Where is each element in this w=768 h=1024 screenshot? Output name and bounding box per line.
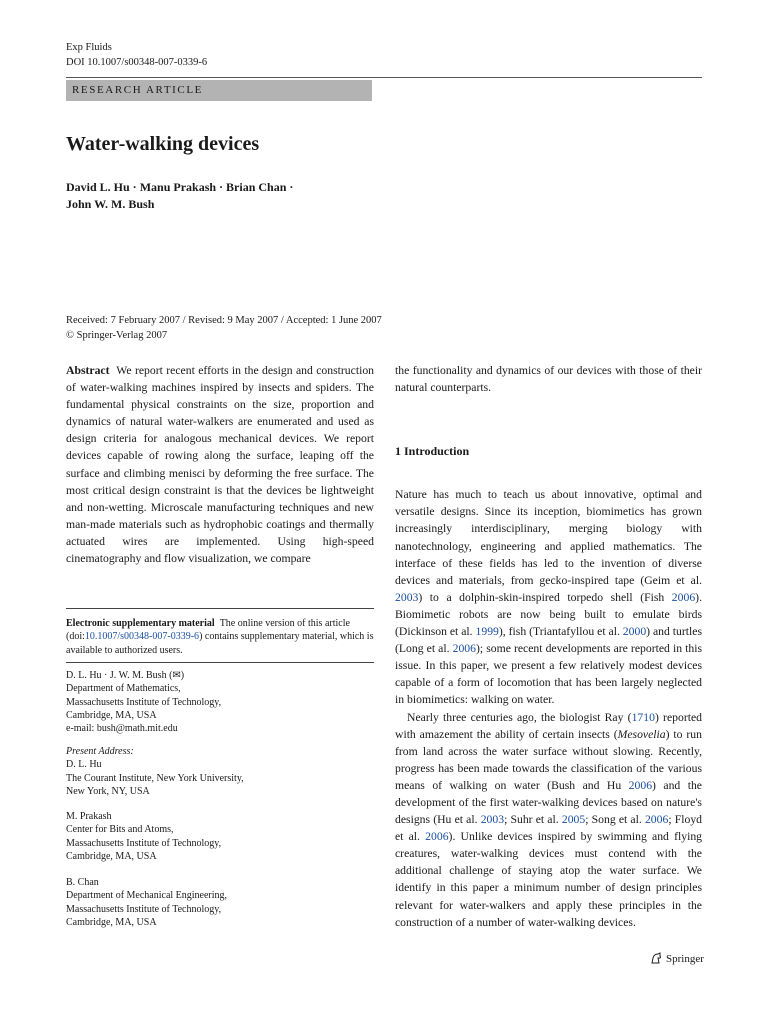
journal-info	[66, 40, 207, 70]
aff-line: D. L. Hu	[66, 759, 102, 771]
publisher-name: Springer	[666, 952, 704, 965]
section-heading-introduction: 1 Introduction	[395, 444, 470, 459]
affiliation-4	[66, 876, 374, 929]
abstract-continuation: the functionality and dynamics of our devices with those of their natural counterparts.	[395, 364, 702, 395]
aff-line: Department of Mechanical Engineering,	[66, 890, 228, 902]
citation-link[interactable]: 2006	[628, 778, 653, 792]
affiliation-2	[66, 745, 374, 798]
aff-line: New York, NY, USA	[66, 785, 150, 797]
authors	[66, 179, 426, 213]
copyright: © Springer-Verlag 2007	[66, 329, 168, 341]
citation-link[interactable]: 1999	[475, 625, 499, 639]
aff-line: Massachusetts Institute of Technology,	[66, 696, 222, 708]
abstract-label: Abstract	[66, 364, 110, 377]
citation-link[interactable]: 2006	[425, 830, 449, 844]
aff-line: B. Chan	[66, 877, 99, 888]
aff-line: Massachusetts Institute of Technology,	[66, 837, 222, 849]
citation-link[interactable]: 2003	[480, 813, 505, 827]
genus-name: Mesovelia	[617, 727, 666, 741]
aff-line: D. L. Hu · J. W. M. Bush (✉)	[66, 670, 185, 681]
history	[66, 314, 382, 343]
present-address-label: Present Address:	[66, 746, 134, 757]
aff-line: The Courant Institute, New York University,	[66, 772, 244, 784]
received-dates: Received: 7 February 2007 / Revised: 9 May 2007 / Accepted: 1 June 2007	[66, 315, 382, 326]
esm-text-after: ) contains supplementary material, which is available to authorized users.	[66, 631, 374, 656]
affiliation-rule	[66, 662, 374, 663]
citation-link[interactable]: 2003	[395, 590, 419, 604]
aff-line: Massachusetts Institute of Technology,	[66, 903, 222, 915]
journal-name: Exp Fluids	[66, 42, 112, 53]
aff-line: Department of Mathematics,	[66, 683, 181, 695]
affiliation-1	[66, 669, 374, 735]
email[interactable]: e-mail: bush@math.mit.edu	[66, 723, 178, 735]
citation-link[interactable]: 2006	[644, 813, 669, 827]
aff-line: Cambridge, MA, USA	[66, 916, 157, 928]
section-badge: RESEARCH ARTICLE	[66, 80, 372, 101]
citation-link[interactable]: 2000	[622, 625, 647, 639]
affiliation-3	[66, 810, 374, 863]
right-column	[395, 362, 702, 931]
authors-line-2: John W. M. Bush	[66, 197, 155, 211]
esm-doi-link[interactable]: 10.1007/s00348-007-0339-6	[84, 631, 200, 643]
intro-paragraph-1: Nature has much to teach us about innovative, optimal and versatile designs. Since its inception, biomimetics has grown increasingly interdisciplinary, merging biology with nanotechnology, engineering and applied mathematics. The interface of these fields has led to the invention of diverse devices and materials, from gecko-inspired tape (Geim et al. 2003) to a dolphin-skin-inspired torpedo shell (Fish 2006). Biomimetic robots are now being built to emulate birds (Dickinson et al. 1999), fish (Triantafyllou et al. 2000) and turtles (Long et al. 2006); some recent developments are reported in this issue. In this paper, we present a few relatively modest devices capable of a form of locomotion that has been largely neglected in biomimetics: walking on water.	[395, 488, 703, 707]
publisher-footer	[650, 952, 704, 965]
citation-link[interactable]: 1710	[631, 710, 655, 724]
header-rule	[66, 77, 702, 78]
citation-link[interactable]: 2006	[452, 642, 476, 656]
supplementary-note	[66, 608, 374, 657]
abstract-text: We report recent efforts in the design and construction of water-walking machines inspired by insects and spiders. The fundamental physical constraints on the size, proportion and dynamics of natural water-walkers are enumerated and used as design criteria for analogous mechanical devices. We report devices capable of rowing along the surface, leaping off the surface and climbing menisci by deforming the free surface. The most critical design constraint is that the devices be lightweight and non-wetting. Microscale manufacturing techniques and new man-made materials such as hydrophobic coatings and thermally actuated wires are implemented. Using high-speed cinematography and flow visualization, we compare	[66, 364, 375, 566]
citation-link[interactable]: 2006	[671, 590, 696, 604]
aff-line: Cambridge, MA, USA	[66, 709, 157, 721]
page-title: Water-walking devices	[66, 133, 260, 155]
citation-link[interactable]: 2005	[561, 813, 586, 827]
esm-text-before: The online version of this article (doi:	[66, 618, 350, 643]
intro-paragraph-2: Nearly three centuries ago, the biologist Ray (1710) reported with amazement the ability of certain insects (Mesovelia) to run from land across the water surface without slowing. Recently, progress has been made towards the classification of the various means of walking on water (Bush and Hu 2006) and the development of the first water-walking devices based on nature's designs (Hu et al. 2003; Suhr et al. 2005; Song et al. 2006; Floyd et al. 2006). Unlike devices inspired by swimming and flying creatures, water-walking devices must contend with the additional challenge of staying atop the water surface. We identify in this paper a minimum number of design principles relevant for water-walkers and apply these principles in the construction of a number of water-walking devices.	[395, 710, 703, 929]
springer-horse-icon	[650, 952, 663, 965]
aff-line: M. Prakash	[66, 811, 112, 822]
authors-line-1: David L. Hu · Manu Prakash · Brian Chan ·	[66, 180, 294, 194]
abstract	[66, 362, 374, 567]
aff-line: Cambridge, MA, USA	[66, 850, 157, 862]
aff-line: Center for Bits and Atoms,	[66, 824, 174, 836]
esm-label: Electronic supplementary material	[66, 618, 215, 629]
doi: DOI 10.1007/s00348-007-0339-6	[66, 57, 208, 68]
